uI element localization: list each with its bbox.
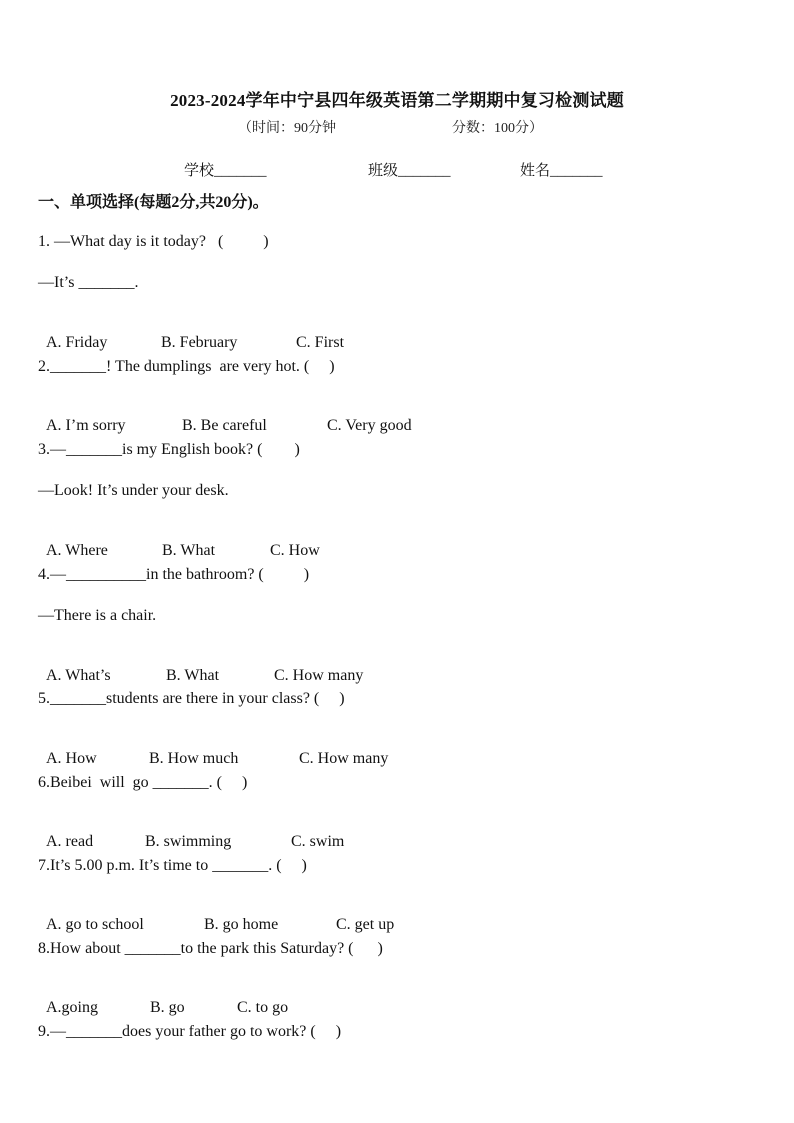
option-a: A.going [46, 999, 98, 1016]
option-b: B. Be careful [182, 417, 267, 434]
question-options [38, 316, 344, 352]
option-c: C. to go [237, 999, 289, 1016]
question-reply: —It’s _______. [38, 274, 139, 291]
question-options [38, 981, 288, 1017]
option-c: C. How many [299, 750, 389, 767]
option-b: B. How much [149, 750, 239, 767]
option-a: A. go to school [46, 916, 144, 933]
question-stem: 3.—_______is my English book? ( ) [38, 441, 300, 458]
question-stem: 6.Beibei will go _______. ( ) [38, 774, 248, 791]
option-a: A. Friday [46, 334, 108, 351]
time-limit: （时间：90分钟 [238, 121, 336, 136]
question-reply: —There is a chair. [38, 607, 157, 624]
question-options [38, 524, 320, 560]
total-score: 分数：100分） [452, 121, 543, 136]
question-reply: —Look! It’s under your desk. [38, 482, 229, 499]
option-c: C. get up [336, 916, 395, 933]
option-c: C. swim [291, 833, 345, 850]
question-options [38, 898, 394, 934]
option-a: A. read [46, 833, 94, 850]
option-b: B. What [166, 667, 220, 684]
section-heading: 一、单项选择(每题2分,共20分)。 [38, 194, 269, 211]
option-a: A. Where [46, 542, 108, 559]
option-b: B. swimming [145, 833, 232, 850]
question-stem: 1. —What day is it today? ( ) [38, 233, 269, 250]
question-stem: 7.It’s 5.00 p.m. It’s time to _______. ( ) [38, 857, 307, 874]
question-stem: 2._______! The dumplings are very hot. ( ) [38, 358, 335, 375]
option-a: A. What’s [46, 667, 111, 684]
question-options [38, 732, 388, 768]
question-options [38, 399, 412, 435]
question-stem: 9.—_______does your father go to work? ( ) [38, 1023, 342, 1040]
question-stem: 8.How about _______to the park this Saturday? ( ) [38, 940, 383, 957]
option-c: C. How many [274, 667, 364, 684]
option-b: B. go [150, 999, 185, 1016]
option-b: B. February [161, 334, 238, 351]
page-title: 2023-2024学年中宁县四年级英语第二学期期中复习检测试题 [170, 91, 624, 110]
question-stem: 5._______students are there in your class? ( ) [38, 690, 345, 707]
name-field: 姓名_______ [520, 163, 603, 179]
class-field: 班级_______ [368, 163, 451, 179]
question-options [38, 649, 363, 685]
option-c: C. Very good [327, 417, 412, 434]
option-c: C. First [296, 334, 345, 351]
option-b: B. go home [204, 916, 279, 933]
question-stem: 4.—__________in the bathroom? ( ) [38, 566, 310, 583]
option-a: A. How [46, 750, 97, 767]
school-field: 学校_______ [184, 163, 267, 179]
option-a: A. I’m sorry [46, 417, 126, 434]
option-b: B. What [162, 542, 216, 559]
question-options [38, 815, 344, 851]
option-c: C. How [270, 542, 320, 559]
